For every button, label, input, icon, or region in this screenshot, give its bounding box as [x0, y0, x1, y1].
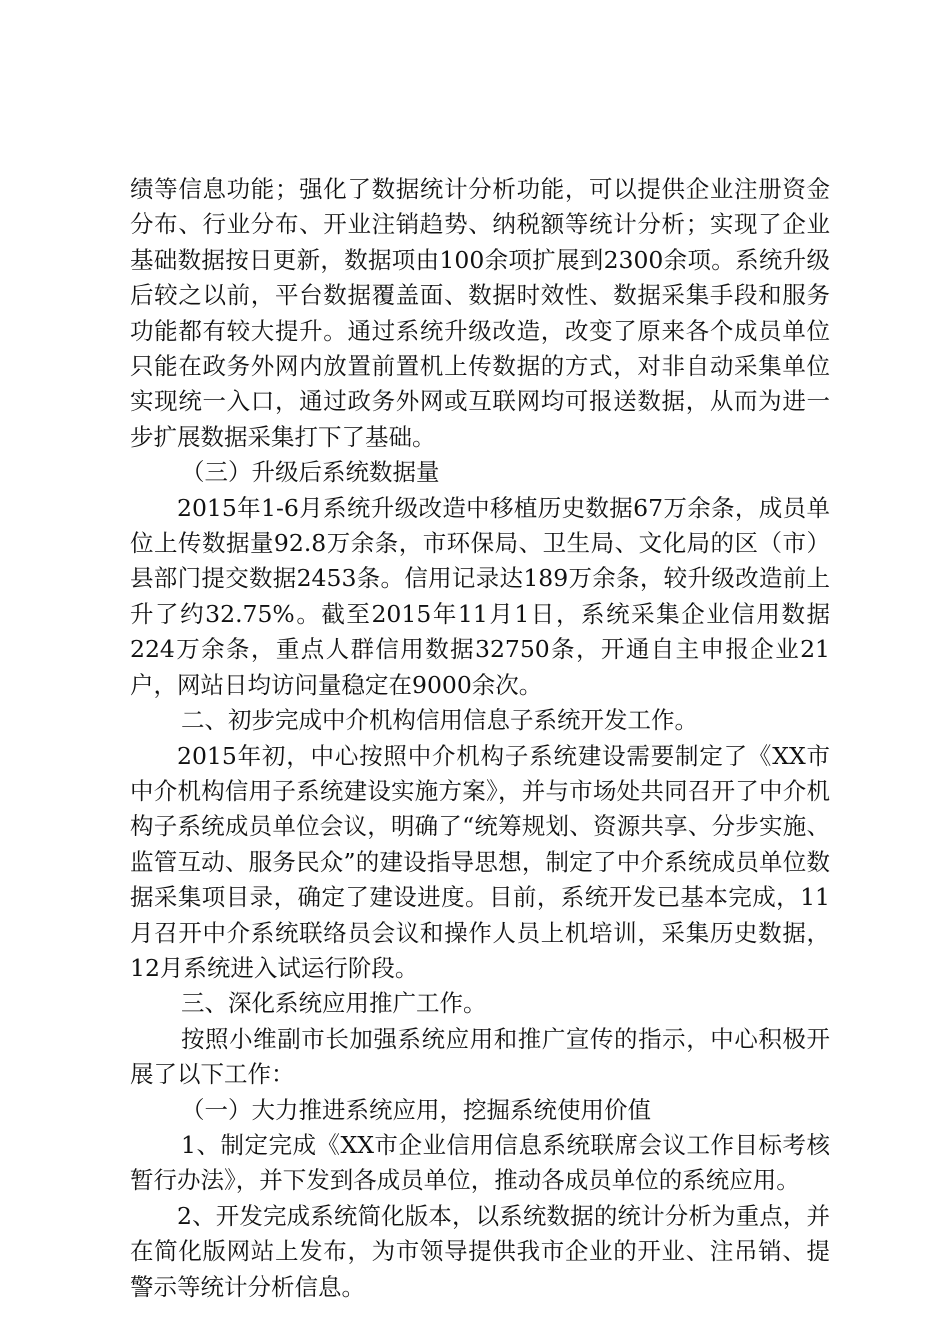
section-heading-third: 三、深化系统应用推广工作。: [181, 989, 487, 1018]
section-heading-3: （三）升级后系统数据量: [181, 458, 440, 487]
paragraph-4: 按照小维副市长加强系统应用和推广宣传的指示，中心积极开展了以下工作：: [130, 1024, 830, 1089]
paragraph-1: 绩等信息功能；强化了数据统计分析功能，可以提供企业注册资金分布、行业分布、开业注销趋势、纳税额等统计分析；实现了企业基础数据按日更新，数据项由100余项扩展到2300余项。系统升级后较之以前，平台数据覆盖面、数据时效性、数据采集手段和服务功能都有较大提升。通过系统升级改造，改变了原来各个成员单位只能在政务外网内放置前置机上传数据的方式，对非自动采集单位实现统一入口，通过政务外网或互联网均可报送数据，从而为进一步扩展数据采集打下了基础。: [130, 175, 830, 451]
paragraph-3: 2015年初，中心按照中介机构子系统建设需要制定了《XX市中介机构信用子系统建设实施方案》，并与市场处共同召开了中介机构子系统成员单位会议，明确了“统筹规划、资源共享、分步实施、监管互动、服务民众”的建设指导思想，制定了中介系统成员单位数据采集项目录，确定了建设进度。目前，系统开发已基本完成，11月召开中介系统联络员会议和操作人员上机培训，采集历史数据，12月系统进入试运行阶段。: [130, 741, 830, 982]
paragraph-2: 2015年1-6月系统升级改造中移植历史数据67万余条，成员单位上传数据量92.8万余条，市环保局、卫生局、文化局的区（市）县部门提交数据2453条。信用记录达189万余条，较升级改造前上升了约32.75%。截至2015年11月1日，系统采集企业信用数据224万余条，重点人群信用数据32750条，开通自主申报企业21户，网站日均访问量稳定在9000余次。: [130, 493, 830, 699]
list-item-2: 2、开发完成系统简化版本，以系统数据的统计分析为重点，并在简化版网站上发布，为市领导提供我市企业的开业、注吊销、提警示等统计分析信息。: [130, 1201, 830, 1301]
section-heading-second: 二、初步完成中介机构信用信息子系统开发工作。: [181, 706, 698, 735]
subsection-heading-1: （一）大力推进系统应用，挖掘系统使用价值: [181, 1095, 651, 1124]
list-item-1: 1、制定完成《XX市企业信用信息系统联席会议工作目标考核暂行办法》，并下发到各成员单位，推动各成员单位的系统应用。: [130, 1130, 830, 1195]
document-body: [130, 172, 830, 1305]
